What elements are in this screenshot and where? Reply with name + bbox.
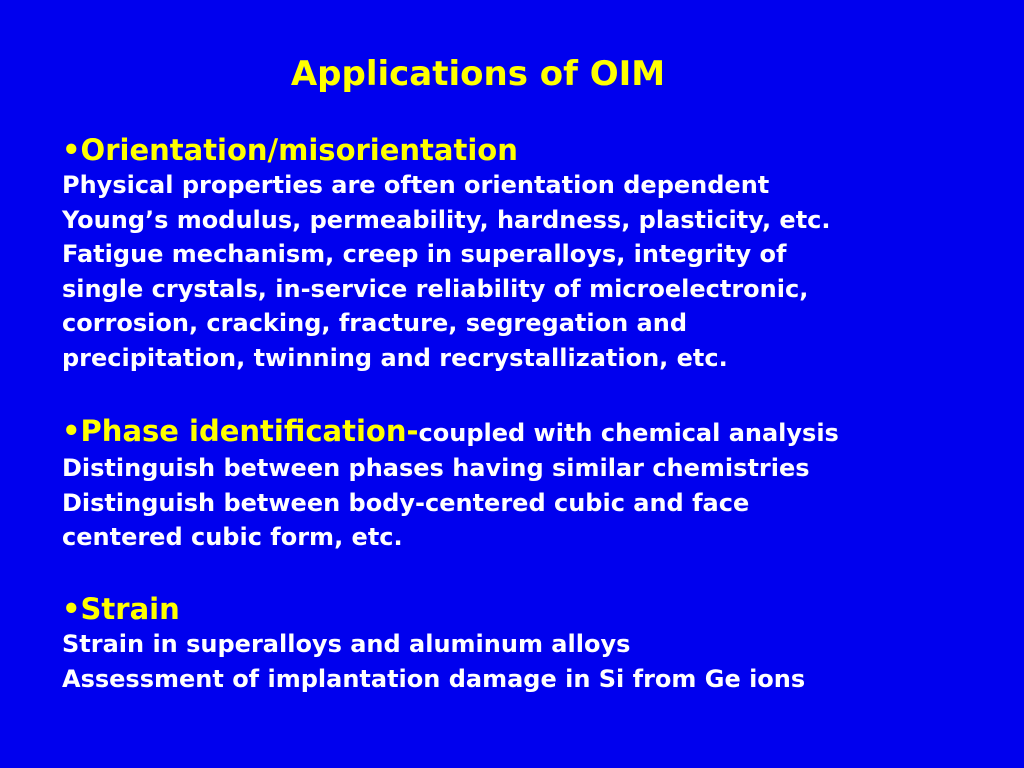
section-strain [62,591,1002,696]
body-line: Assessment of implantation damage in Si from Ge ions [62,664,806,693]
bullet: • [62,414,81,448]
section-heading [62,413,1002,451]
body-line: Physical properties are often orientation dependent [62,171,770,199]
heading-suffix: coupled with chemical analysis [418,419,839,447]
section-heading [62,591,1002,627]
body-line: precipitation, twinning and recrystallization, etc. [62,343,728,372]
body-line: Fatigue mechanism, creep in superalloys, integrity of [62,240,787,268]
body-line: Strain in superalloys and aluminum alloys [62,630,631,658]
section-orientation [62,132,1002,375]
section-heading [62,132,1002,168]
body-line: Distinguish between phases having similar chemistries [62,454,810,482]
slide-title: Applications of OIM [290,54,666,94]
body-line: single crystals, in-service reliability of microelectronic, [62,274,809,303]
body-line: Young’s modulus, permeability, hardness, plasticity, etc. [62,205,831,234]
body-line: corrosion, cracking, fracture, segregation and [62,309,688,337]
bullet: • [62,592,81,626]
heading-text: Strain [80,592,180,626]
body-line: centered cubic form, etc. [62,523,403,551]
section-phase-identification [62,413,1002,555]
heading-text: Orientation/misorientation [80,133,518,167]
bullet: • [62,133,81,167]
heading-text: Phase identification- [80,414,419,448]
body-line: Distinguish between body-centered cubic and face [62,488,750,517]
